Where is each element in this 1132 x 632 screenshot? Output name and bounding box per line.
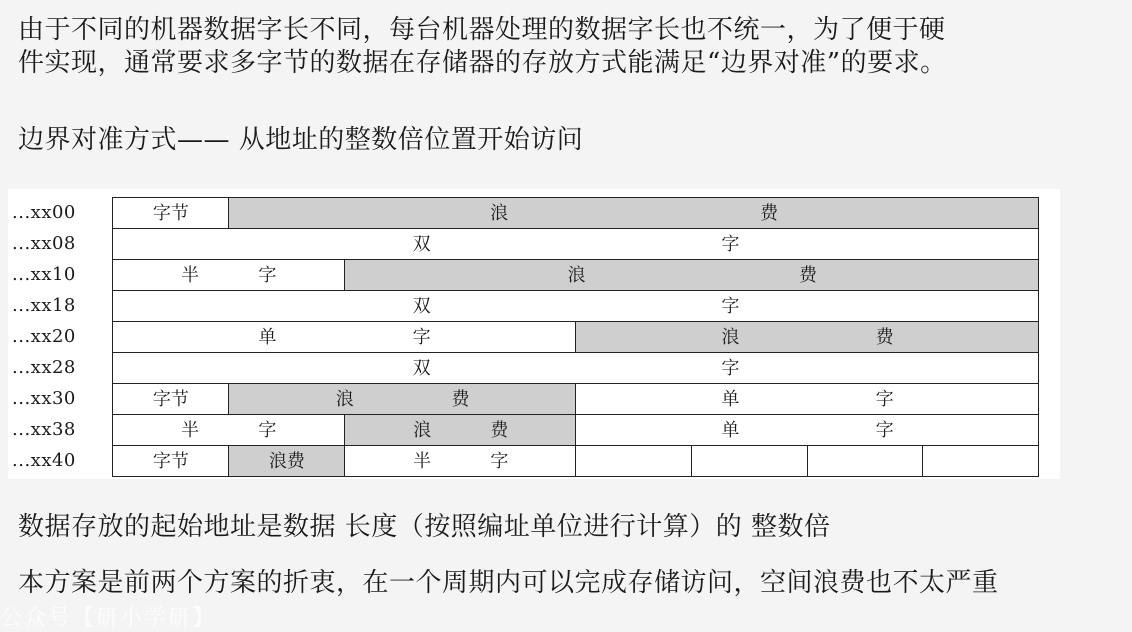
address-label: ...xx10 bbox=[12, 264, 76, 285]
data-cell bbox=[112, 197, 229, 229]
data-cell bbox=[575, 383, 1039, 415]
data-cell bbox=[112, 383, 229, 415]
cell-label: 单 bbox=[258, 327, 277, 348]
address-label: ...xx28 bbox=[12, 357, 76, 378]
data-cell bbox=[575, 414, 1039, 446]
note-tradeoff: 本方案是前两个方案的折衷，在一个周期内可以完成存储访问，空间浪费也不太严重 bbox=[18, 568, 999, 598]
empty-cell bbox=[807, 445, 923, 477]
cell-label: 费 bbox=[490, 420, 509, 441]
cell-label: 双 bbox=[412, 234, 431, 255]
cell-label: 字 bbox=[412, 327, 431, 348]
data-cell bbox=[112, 321, 576, 353]
cell-label: 字 bbox=[490, 451, 509, 472]
data-cell bbox=[112, 228, 1039, 260]
cell-label: 半 bbox=[413, 451, 432, 472]
empty-cell bbox=[575, 445, 692, 477]
cell-label: 费 bbox=[875, 327, 894, 348]
waste-cell bbox=[344, 259, 1039, 291]
cell-label: 费 bbox=[451, 389, 470, 410]
data-cell bbox=[112, 445, 229, 477]
cell-label: 字 bbox=[721, 296, 740, 317]
data-cell bbox=[112, 259, 345, 291]
waste-cell bbox=[575, 321, 1039, 353]
intro-line-1: 由于不同的机器数据字长不同，每台机器处理的数据字长也不统一，为了便于硬 bbox=[18, 15, 946, 45]
address-label: ...xx40 bbox=[12, 450, 76, 471]
cell-label: 费 bbox=[760, 203, 779, 224]
alignment-diagram bbox=[8, 189, 1060, 479]
cell-label: 字 bbox=[258, 420, 277, 441]
cell-label: 字 bbox=[875, 420, 894, 441]
cell-label: 浪 bbox=[567, 265, 586, 286]
cell-label: 单 bbox=[721, 420, 740, 441]
address-label: ...xx20 bbox=[12, 326, 76, 347]
waste-cell bbox=[344, 414, 576, 446]
empty-cell bbox=[922, 445, 1039, 477]
cell-label: 浪 bbox=[490, 203, 509, 224]
cell-label: 半 bbox=[181, 420, 200, 441]
cell-label: 字 bbox=[875, 389, 894, 410]
waste-cell bbox=[228, 445, 345, 477]
intro-line-2: 件实现，通常要求多字节的数据在存储器的存放方式能满足“边界对准”的要求。 bbox=[18, 48, 947, 78]
cell-label: 单 bbox=[721, 389, 740, 410]
cell-label: 浪费 bbox=[268, 451, 305, 472]
empty-cell bbox=[691, 445, 808, 477]
cell-label: 半 bbox=[181, 265, 200, 286]
intro-paragraph bbox=[18, 14, 947, 80]
cell-label: 费 bbox=[799, 265, 817, 286]
data-cell bbox=[112, 290, 1039, 322]
address-label: ...xx18 bbox=[12, 295, 76, 316]
cell-label: 字节 bbox=[152, 203, 189, 224]
cell-label: 双 bbox=[412, 358, 431, 379]
alignment-subtitle: 边界对准方式—— 从地址的整数倍位置开始访问 bbox=[18, 125, 584, 155]
waste-cell bbox=[228, 197, 1039, 229]
cell-label: 字 bbox=[258, 265, 277, 286]
cell-label: 浪 bbox=[413, 420, 432, 441]
address-label: ...xx08 bbox=[12, 233, 76, 254]
cell-label: 浪 bbox=[335, 389, 354, 410]
address-label: ...xx30 bbox=[12, 388, 76, 409]
data-cell bbox=[112, 414, 345, 446]
cell-label: 浪 bbox=[721, 327, 740, 348]
address-label: ...xx38 bbox=[12, 419, 76, 440]
data-cell bbox=[344, 445, 576, 477]
cell-label: 字 bbox=[721, 234, 740, 255]
data-cell bbox=[112, 352, 1039, 384]
cell-label: 双 bbox=[412, 296, 431, 317]
cell-label: 字节 bbox=[152, 451, 189, 472]
address-label: ...xx00 bbox=[12, 202, 76, 223]
waste-cell bbox=[228, 383, 576, 415]
cell-label: 字节 bbox=[152, 389, 189, 410]
watermark-text: 公众号【研小学研】 bbox=[0, 606, 217, 631]
note-start-address: 数据存放的起始地址是数据 长度（按照编址单位进行计算）的 整数倍 bbox=[18, 512, 831, 542]
cell-label: 字 bbox=[721, 358, 740, 379]
